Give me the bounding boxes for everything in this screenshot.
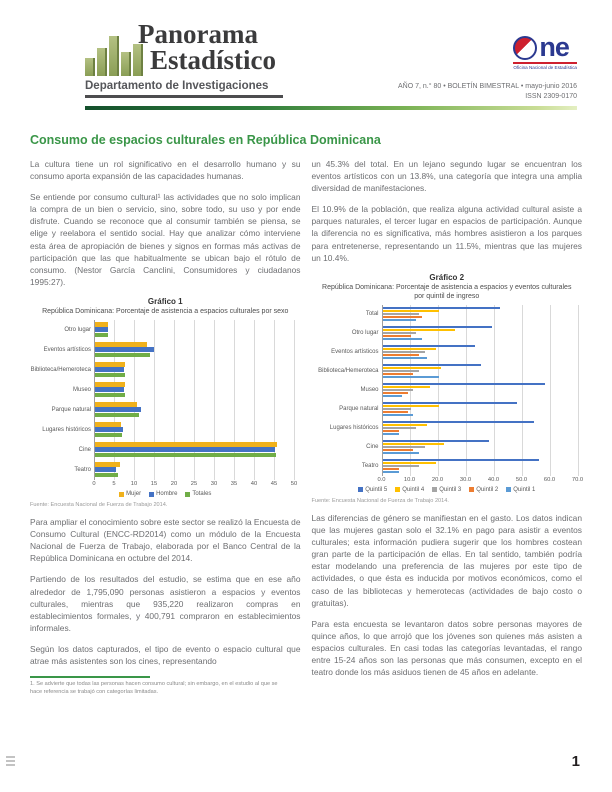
bar-Quintil 3 (383, 446, 425, 448)
bar-Hombre (95, 367, 124, 372)
bar-Quintil 3 (383, 389, 414, 391)
legend-swatch (469, 487, 474, 492)
category-label: Otro lugar (351, 330, 379, 337)
bar-Mujer (95, 322, 108, 327)
bar-Hombre (95, 387, 124, 392)
bar-Quintil 4 (383, 424, 428, 426)
legend (312, 487, 583, 493)
one-globe-icon (513, 36, 537, 60)
bar-Totales (95, 333, 108, 338)
axis-tick-label: 50.0 (515, 476, 528, 483)
publication-title-line1: Panorama (138, 19, 258, 49)
gridline (494, 305, 495, 476)
chart-title: Gráfico 2 (429, 272, 465, 282)
bar-Mujer (95, 342, 147, 347)
bar-Totales (95, 413, 139, 418)
legend-swatch (358, 487, 363, 492)
bar-Quintil 1 (383, 471, 400, 473)
axis-tick-label: 20 (170, 481, 178, 488)
bar-Mujer (95, 462, 120, 467)
paragraph: Se entiende por consumo cultural¹ las actividades que no solo implican la compra de un bien o servicio, sino, sobre todo, su uso y por ende disfrute. Cuando se reconoce que al consumir también se piensa, se elige y reelabora el sentido social. Hay que analizar cómo interviene esta área de apropiación de bienes y signos en formas más activas de participación que las que habitualmente se ubican bajo el rótulo de consumo. (Nestor García Canclini, Consumidores y ciudadanos 1995:27). (30, 192, 301, 287)
plot (382, 305, 578, 476)
axis-tick-label: 40 (250, 481, 258, 488)
bar-Quintil 2 (383, 468, 400, 470)
issn: ISSN 2309-0170 (525, 92, 577, 100)
bar-Quintil 3 (383, 351, 425, 353)
bar-Quintil 5 (383, 307, 501, 309)
x-axis (92, 480, 298, 489)
bar-Hombre (95, 347, 154, 352)
chart-source: Fuente: Encuesta Nacional de Fuerza de Trabajo 2014. (30, 502, 168, 509)
bar-Quintil 2 (383, 449, 414, 451)
bar-Quintil 4 (383, 310, 439, 312)
bar-Quintil 1 (383, 433, 400, 435)
chart-title: Gráfico 1 (147, 296, 183, 306)
legend-swatch (149, 492, 154, 497)
bar-Totales (95, 373, 125, 378)
gridline (294, 320, 295, 480)
paragraph: La cultura tiene un rol significativo en el desarrollo humano y su consumo aporta expansión de las capacidades humanas. (30, 159, 301, 182)
bar-Mujer (95, 402, 137, 407)
legend-swatch (119, 492, 124, 497)
grafico-2 (312, 273, 583, 504)
footnote-text: 1. Se advierte que todas las personas hacen consumo cultural; sin embargo, en el estudio al que se hace referencia se trabajó con categorías limitadas. (30, 681, 278, 695)
legend-item: Hombre (149, 491, 177, 497)
bar-Quintil 3 (383, 408, 411, 410)
article-body (30, 158, 582, 697)
category-label: Cine (366, 444, 379, 451)
gridline (522, 305, 523, 476)
paragraph: Las diferencias de género se manifiestan en el gasto. Los datos indican que las mujeres gastan solo el 32.1% en pago para asistir a eventos culturales; esta información pudiera sugerir que los hombres costean gran parte de la participación de ellas. En tal sentido, también podría estar modelando una preferencia de las mujeres por este tipo de actividades, o que ésta es inducida por motivos económicos, como el caso de las bibliotecas y hemerotecas (actividades de bajo costo o gratuitas). (311, 512, 582, 608)
bar-Totales (95, 473, 118, 478)
legend (30, 491, 301, 497)
category-label: Cine (78, 447, 91, 454)
gridline (578, 305, 579, 476)
legend-item: Totales (185, 491, 211, 497)
bar-Quintil 5 (383, 345, 475, 347)
bar-Quintil 1 (383, 376, 439, 378)
bar-Quintil 3 (383, 313, 419, 315)
chart-subtitle: República Dominicana: Porcentaje de asistencia a espacios y eventos culturales por quintil de ingreso (322, 283, 572, 300)
bar-Quintil 5 (383, 459, 540, 461)
gridline (466, 305, 467, 476)
bar-Quintil 4 (383, 462, 436, 464)
legend-item: Quintil 5 (358, 487, 387, 493)
department-label: Departamento de Investigaciones (85, 80, 283, 98)
category-label: Museo (72, 387, 91, 394)
category-label: Eventos artísticos (43, 347, 91, 354)
header-divider (85, 106, 577, 110)
bar-Quintil 1 (383, 319, 417, 321)
bar-Quintil 5 (383, 402, 517, 404)
bar-Quintil 4 (383, 329, 456, 331)
bar-Quintil 2 (383, 411, 408, 413)
paragraph: El 10.9% de la población, que realiza alguna actividad cultural asiste a parques naturales, el tercer lugar en espacios de participación. Aunque la diferencia no es significativa, más hombres asistieron a los parques para entretenerse, representando un 11.5%, mientras que las mujeres un 10.4%. (311, 204, 582, 263)
paragraph: Según los datos capturados, el tipo de evento o espacio cultural que atrae más asistentes son los cines, representando (30, 643, 301, 666)
bar-chart-logo-icon (85, 28, 143, 76)
publication-title-line2: Estadístico (150, 44, 277, 75)
axis-tick-label: 0 (92, 481, 96, 488)
legend-swatch (506, 487, 511, 492)
legend-item: Quintil 3 (432, 487, 461, 493)
bar-Quintil 4 (383, 443, 445, 445)
category-label: Biblioteca/Hemeroteca (318, 368, 379, 375)
bar-Quintil 4 (383, 367, 442, 369)
logo-bar (97, 48, 107, 76)
bar-Mujer (95, 362, 125, 367)
bar-Quintil 4 (383, 405, 439, 407)
category-label: Total (365, 311, 379, 318)
axis-tick-label: 5 (112, 481, 116, 488)
chart-source: Fuente: Encuesta Nacional de Fuerza de Trabajo 2014. (311, 497, 449, 504)
one-logo-tagline: Oficina Nacional de Estadística (513, 62, 577, 70)
axis-tick-label: 10.0 (403, 476, 416, 483)
x-axis (377, 476, 584, 485)
chart-plot-area (30, 320, 301, 497)
bar-Quintil 1 (383, 452, 419, 454)
gridline (550, 305, 551, 476)
category-label: Parque natural (339, 406, 379, 413)
axis-tick-label: 40.0 (487, 476, 500, 483)
bar-Hombre (95, 407, 141, 412)
axis-tick-label: 20.0 (431, 476, 444, 483)
bar-Hombre (95, 447, 275, 452)
bar-Quintil 2 (383, 392, 408, 394)
axis-tick-label: 25 (190, 481, 198, 488)
issue-line: AÑO 7, n.° 80 • BOLETÍN BIMESTRAL • mayo-junio 2016 (397, 83, 577, 90)
legend-swatch (395, 487, 400, 492)
bar-Quintil 5 (383, 421, 534, 423)
bar-Quintil 3 (383, 465, 419, 467)
bar-Quintil 1 (383, 357, 428, 359)
issue-info (398, 82, 577, 102)
bar-Quintil 2 (383, 373, 414, 375)
bar-Quintil 5 (383, 364, 481, 366)
article-title: Consumo de espacios culturales en República Dominicana (30, 133, 381, 147)
logo-bar (109, 36, 119, 76)
legend-item: Quintil 1 (506, 487, 535, 493)
category-label: Teatro (361, 463, 379, 470)
category-label: Lugares históricos (329, 425, 379, 432)
one-logo (513, 32, 577, 70)
paragraph: Partiendo de los resultados del estudio, se estima que en ese año alrededor de 1,795,090 personas asistieron a espacios y eventos culturales, mientras que 935,220 realizaron compras en establecimientos formales, y 400,791 compraron en establecimientos informales. (30, 574, 301, 633)
axis-tick-label: 60.0 (543, 476, 556, 483)
axis-tick-label: 50 (290, 481, 298, 488)
footnote (30, 676, 301, 697)
bar-Quintil 2 (383, 316, 422, 318)
paragraph: un 45.3% del total. En un lejano segundo lugar se encuentran los eventos artísticos con un 13.8%, una categoría que integra una amplia diversidad de manifestaciones. (311, 159, 582, 194)
left-column (30, 158, 301, 697)
plot (94, 320, 294, 480)
footnote-divider (30, 676, 150, 678)
chart-subtitle: República Dominicana: Porcentaje de asistencia a espacios culturales por sexo (42, 307, 289, 315)
bar-Quintil 5 (383, 326, 492, 328)
category-label: Eventos artísticos (331, 349, 379, 356)
legend-swatch (432, 487, 437, 492)
page-number: 1 (571, 753, 580, 770)
bar-Quintil 1 (383, 338, 422, 340)
bar-Hombre (95, 427, 123, 432)
legend-item: Quintil 2 (469, 487, 498, 493)
category-label: Museo (360, 387, 379, 394)
category-label: Teatro (74, 467, 91, 474)
publication-title (138, 19, 277, 75)
paragraph: Para esta encuesta se levantaron datos sobre personas mayores de quince años, lo que arrojó que los jóvenes son quienes más asisten a espacios culturales. En casi todas las categorías levantadas, el rango entre 15-24 años son las personas que más consumen, excepto en el teatro donde los más asiduos tienen de 45 años en adelante. (311, 618, 582, 678)
bar-Quintil 1 (383, 395, 403, 397)
right-column (312, 158, 583, 697)
bar-Quintil 4 (383, 386, 431, 388)
logo-bar (85, 58, 95, 76)
category-label: Biblioteca/Hemeroteca (30, 367, 91, 374)
axis-tick-label: 10 (130, 481, 138, 488)
category-label: Otro lugar (64, 327, 91, 334)
bar-Hombre (95, 327, 108, 332)
axis-tick-label: 45 (270, 481, 278, 488)
bar-Quintil 3 (383, 427, 417, 429)
bar-Mujer (95, 422, 121, 427)
bar-Totales (95, 353, 150, 358)
axis-tick-label: 0.0 (377, 476, 386, 483)
bar-Quintil 5 (383, 440, 489, 442)
bar-Totales (95, 393, 125, 398)
axis-tick-label: 70.0 (571, 476, 584, 483)
bar-Quintil 3 (383, 332, 417, 334)
bar-Quintil 1 (383, 414, 414, 416)
bar-Mujer (95, 442, 277, 447)
axis-tick-label: 30.0 (459, 476, 472, 483)
legend-item: Quintil 4 (395, 487, 424, 493)
axis-tick-label: 35 (230, 481, 238, 488)
paragraph: Para ampliar el conocimiento sobre este sector se realizó la Encuesta de Consumo Cultural (ENCC-RD2014) como un módulo de la Encuesta Nacional de Fuerza de Trabajo, elaborada por el Banco Central de la República Dominicana en octubre del 2014. (30, 517, 301, 564)
one-logo-text: ne (539, 32, 569, 63)
bar-Quintil 5 (383, 383, 545, 385)
bar-Quintil 4 (383, 348, 436, 350)
logo-bar (121, 52, 131, 76)
category-label: Parque natural (51, 407, 91, 414)
bar-Totales (95, 453, 276, 458)
legend-swatch (185, 492, 190, 497)
bar-Quintil 2 (383, 430, 400, 432)
category-label: Lugares históricos (42, 427, 91, 434)
bar-Hombre (95, 467, 116, 472)
chart-plot-area (312, 305, 583, 493)
legend-item: Mujer (119, 491, 141, 497)
bar-Mujer (95, 382, 125, 387)
axis-tick-label: 15 (150, 481, 158, 488)
bar-Quintil 3 (383, 370, 419, 372)
bar-Totales (95, 433, 122, 438)
bar-Quintil 2 (383, 354, 419, 356)
bar-Quintil 2 (383, 335, 411, 337)
grafico-1 (30, 297, 301, 508)
axis-tick-label: 30 (210, 481, 218, 488)
left-margin-mark (6, 754, 15, 769)
